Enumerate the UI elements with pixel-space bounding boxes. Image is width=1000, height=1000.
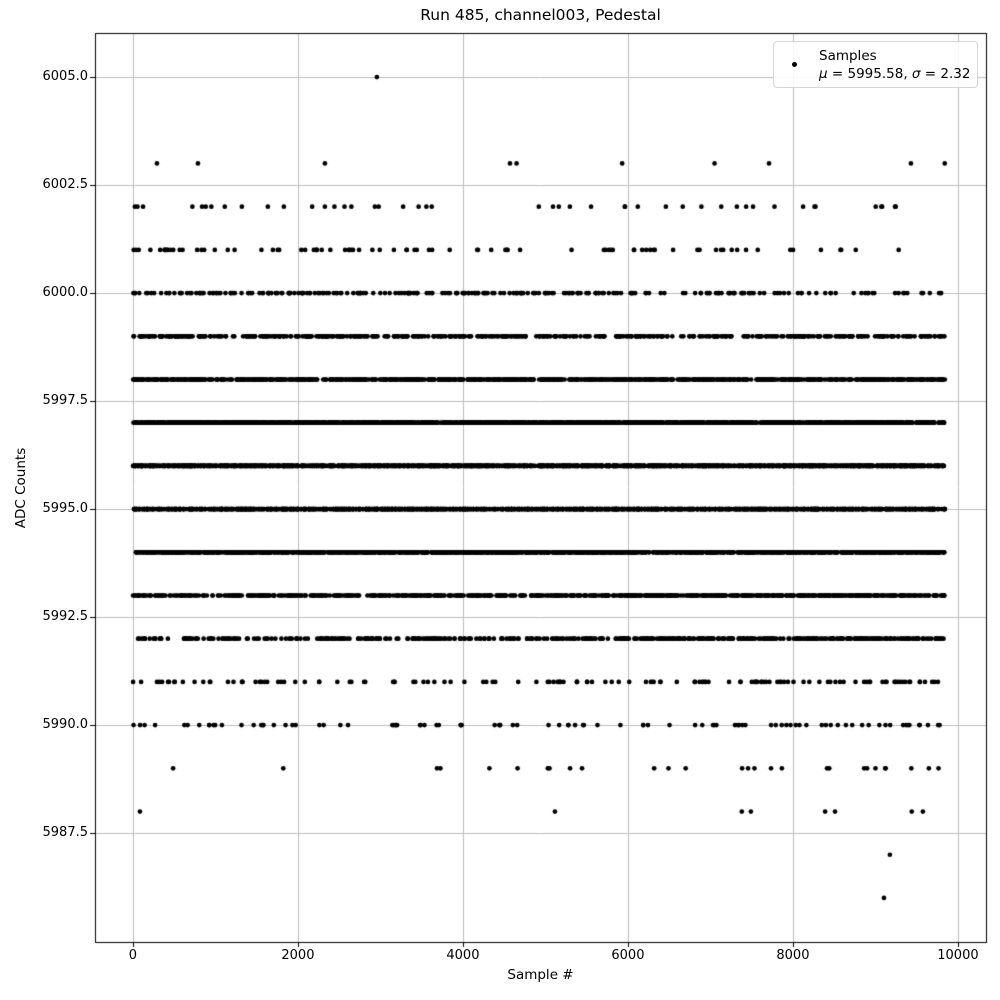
legend-label-stats [819,65,970,83]
x-tick-label: 10000 [937,948,979,963]
y-axis-label: ADC Counts [13,447,29,529]
y-tick-label: 6002.5 [42,177,88,193]
y-tick-label: 5997.5 [42,393,88,409]
legend-text [819,47,970,83]
y-tick-label: 5992.5 [42,609,88,625]
y-tick-label: 5987.5 [42,825,88,841]
mu-symbol: μ [819,65,828,82]
sigma-symbol: σ [911,65,921,82]
x-tick-label: 8000 [776,948,810,963]
x-tick-label: 4000 [446,948,480,963]
mu-value: = 5995.58, [827,65,912,82]
y-tick-label: 6005.0 [42,69,88,85]
sigma-value: = 2.32 [920,65,971,82]
legend-label-samples: Samples [819,47,877,64]
x-axis-label: Sample # [507,967,574,983]
y-tick-label: 6000.0 [42,285,88,301]
x-tick-label: 2000 [281,948,315,963]
x-tick-label: 6000 [611,948,645,963]
legend [773,41,978,88]
chart-title: Run 485, channel003, Pedestal [420,6,661,24]
x-tick-label: 0 [128,948,138,963]
legend-marker-column [788,62,800,67]
y-tick-label: 5990.0 [42,717,88,733]
samples-marker-icon [792,62,797,67]
y-tick-label: 5995.0 [42,501,88,517]
